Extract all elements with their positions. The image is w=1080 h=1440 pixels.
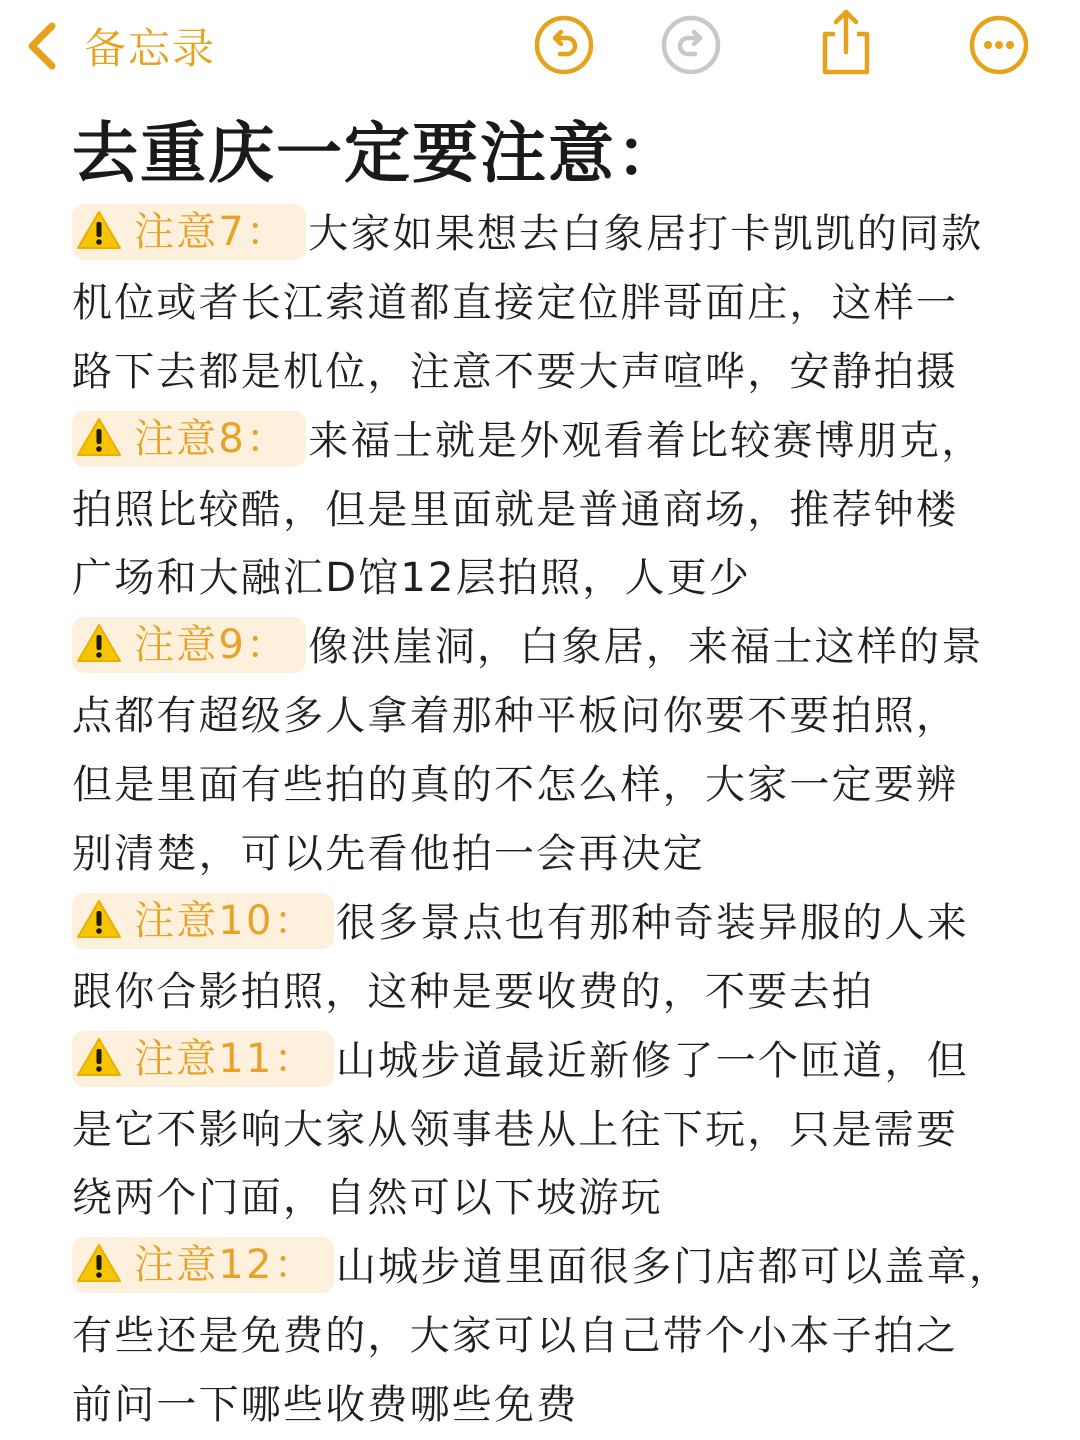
warning-icon xyxy=(76,1036,122,1078)
note-text: 山城步道最近新修了一个匝道，但 xyxy=(335,1037,969,1084)
share-icon xyxy=(815,6,877,78)
warning-icon xyxy=(76,1242,122,1284)
chevron-left-icon xyxy=(22,20,62,72)
note-text: 有些还是免费的，大家可以自己带个小本子拍之 xyxy=(72,1313,959,1360)
note-line xyxy=(72,751,1012,820)
note-tag xyxy=(72,411,306,467)
note-tag-label: 注意10： xyxy=(134,897,316,944)
note-line xyxy=(72,820,1012,889)
note-tag xyxy=(72,617,306,673)
note-text: 大家如果想去白象居打卡凯凯的同款 xyxy=(308,211,984,257)
note-body[interactable] xyxy=(72,200,1012,1440)
note-line xyxy=(72,1164,1012,1233)
note-text: 但是里面有些拍的真的不怎么样，大家一定要辨 xyxy=(72,762,959,809)
note-line xyxy=(72,544,1012,613)
note-tag-label: 注意7： xyxy=(134,209,289,255)
note-text: 前问一下哪些收费哪些免费 xyxy=(72,1382,579,1429)
note-tag-label: 注意8： xyxy=(134,415,289,462)
note-text: 跟你合影拍照，这种是要收费的，不要去拍 xyxy=(72,968,874,1015)
back-button[interactable] xyxy=(22,14,216,78)
note-text: 广场和大融汇D馆12层拍照，人更少 xyxy=(72,555,752,602)
note-line xyxy=(72,200,1012,269)
warning-icon xyxy=(76,622,122,664)
note-text: 绕两个门面，自然可以下坡游玩 xyxy=(72,1175,663,1222)
more-button[interactable] xyxy=(968,14,1030,76)
note-line xyxy=(72,1233,1012,1302)
note-line xyxy=(72,889,1012,958)
note-text: 别清楚，可以先看他拍一会再决定 xyxy=(72,831,705,878)
note-tag xyxy=(72,204,306,260)
note-text: 拍照比较酷，但是里面就是普通商场，推荐钟楼 xyxy=(72,486,959,533)
warning-icon xyxy=(76,416,122,458)
redo-button[interactable] xyxy=(660,14,722,76)
note-line xyxy=(72,338,1012,407)
undo-icon xyxy=(533,14,595,76)
redo-icon xyxy=(660,14,722,76)
note-text: 像洪崖洞，白象居，来福士这样的景 xyxy=(308,624,984,671)
note-line xyxy=(72,682,1012,751)
undo-button[interactable] xyxy=(533,14,595,76)
share-button[interactable] xyxy=(815,6,877,68)
warning-icon xyxy=(76,898,122,940)
note-text: 是它不影响大家从领事巷从上往下玩，只是需要 xyxy=(72,1106,959,1153)
note-line xyxy=(72,958,1012,1027)
note-line xyxy=(72,1027,1012,1096)
note-text: 机位或者长江索道都直接定位胖哥面庄，这样一 xyxy=(72,279,959,326)
note-line xyxy=(72,1371,1012,1440)
note-title[interactable]: 去重庆一定要注意： xyxy=(72,115,684,192)
note-tag xyxy=(72,893,334,949)
note-tag-label: 注意11： xyxy=(134,1035,316,1082)
note-tag xyxy=(72,1237,334,1293)
note-line xyxy=(72,1096,1012,1165)
note-line xyxy=(72,407,1012,476)
note-text: 很多景点也有那种奇装异服的人来 xyxy=(335,899,969,946)
note-text: 山城步道里面很多门店都可以盖章， xyxy=(335,1244,1012,1291)
navigation-bar xyxy=(0,0,1080,92)
note-line xyxy=(72,476,1012,545)
back-label: 备忘录 xyxy=(84,24,217,73)
note-text: 来福士就是外观看着比较赛博朋克， xyxy=(308,417,984,464)
note-tag-label: 注意9： xyxy=(134,622,289,669)
note-tag-label: 注意12： xyxy=(134,1242,316,1289)
note-text: 点都有超级多人拿着那种平板问你要不要拍照， xyxy=(72,693,959,740)
warning-icon xyxy=(76,209,122,251)
note-line xyxy=(72,613,1012,682)
note-line xyxy=(72,1302,1012,1371)
note-tag xyxy=(72,1031,334,1087)
note-text: 路下去都是机位，注意不要大声喧哗，安静拍摄 xyxy=(72,348,959,395)
note-line xyxy=(72,269,1012,338)
more-icon xyxy=(968,14,1030,76)
